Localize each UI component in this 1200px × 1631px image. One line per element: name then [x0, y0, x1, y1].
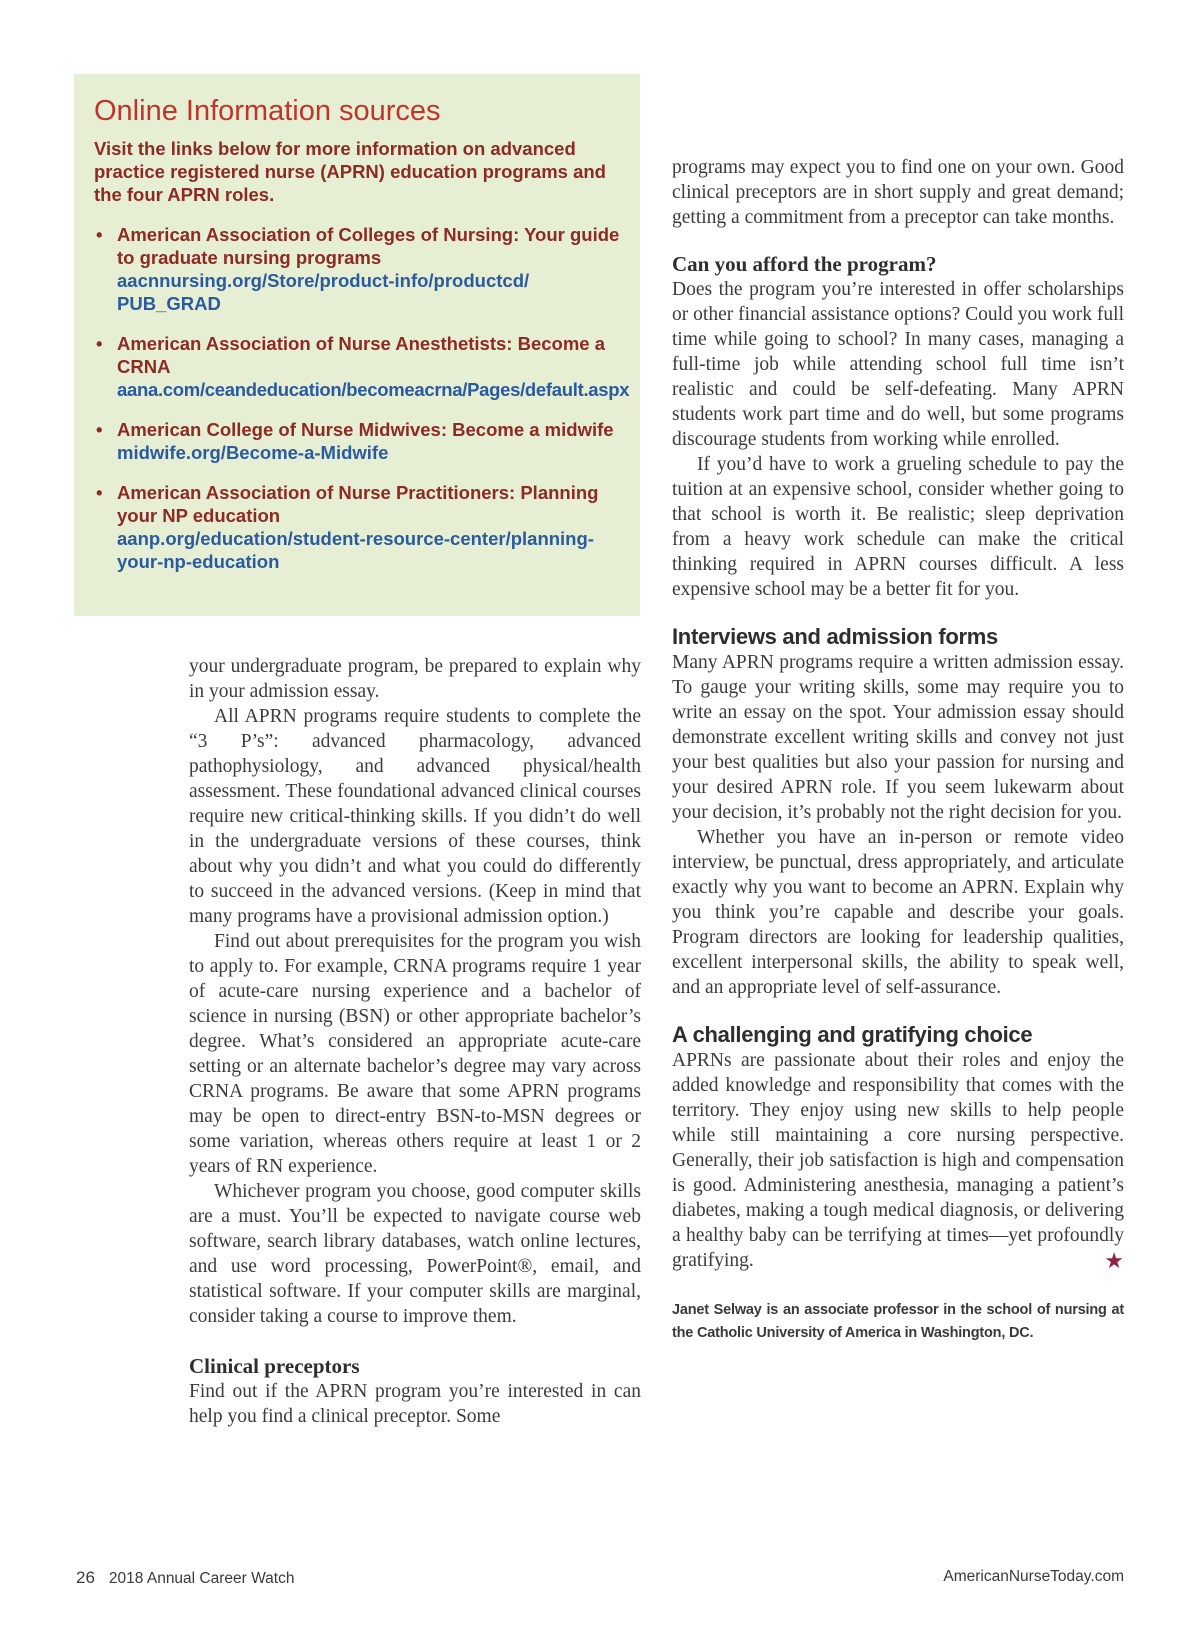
section-heading-choice: A challenging and gratifying choice — [672, 1022, 1033, 1047]
online-information-sidebar — [74, 74, 640, 616]
bullet-icon: • — [96, 224, 103, 245]
body-paragraph: Whether you have an in-person or remote video interview, be punctual, dress appropriately, and articulate exactly why you want to become an APRN. Explain why you think you’re capable and describe your goals. Program directors are looking for leadership qualities, excellent interpersonal skills, the ability to speak well, and an appropriate level of self-assurance. — [672, 827, 1124, 998]
publication-name: 2018 Annual Career Watch — [108, 1570, 295, 1587]
resource-list — [94, 223, 630, 573]
list-item — [94, 332, 630, 401]
body-paragraph: All APRN programs require students to complete the “3 P’s”: advanced pharmacology, advanced pathophysiology, and advanced physical/health assessment. These foundational advanced clinical courses require new critical-thinking skills. If you didn’t do well in the undergraduate versions of these courses, think about why you didn’t and what you could do differently to succeed in the advanced versions. (Keep in mind that many programs have a provisional admission option.) — [189, 706, 641, 927]
page-number: 26 — [76, 1568, 95, 1587]
resource-name: American Association of Nurse Practitioners: Planning your NP education — [117, 482, 599, 526]
body-paragraph: Many APRN programs require a written admission essay. To gauge your writing skills, some may require you to write an essay on the spot. Your admission essay should demonstrate excellent writing skills and convey not just your best qualities but also your passion for nursing and your desired APRN role. If you seem lukewarm about your decision, it’s probably not the right decision for you. — [672, 652, 1124, 823]
section-heading-interviews: Interviews and admission forms — [672, 624, 998, 649]
bullet-icon: • — [96, 333, 103, 354]
section-heading-clinical-preceptors: Clinical preceptors — [189, 1354, 360, 1378]
body-paragraph: your undergraduate program, be prepared to explain why in your admission essay. — [189, 656, 641, 702]
resource-name: American College of Nurse Midwives: Become a midwife — [117, 419, 614, 440]
resource-link[interactable]: aana.com/ceandeducation/becomeacrna/Pages/default.aspx — [117, 379, 630, 400]
sidebar-intro: Visit the links below for more information on advanced practice registered nurse (APRN) education programs and the four APRN roles. — [94, 138, 606, 205]
resource-link[interactable]: aacnnursing.org/Store/product-info/productcd/ PUB_GRAD — [117, 270, 530, 314]
sidebar-title: Online Information sources — [94, 95, 441, 127]
body-paragraph — [672, 1048, 1124, 1273]
bullet-icon: • — [96, 419, 103, 440]
body-paragraph: If you’d have to work a grueling schedule to pay the tuition at an expensive school, consider whether going to that school is worth it. Be realistic; sleep deprivation from a heavy work schedule can make the critical thinking required in APRN courses difficult. A less expensive school may be a better fit for you. — [672, 454, 1124, 600]
resource-name: American Association of Nurse Anesthetists: Become a CRNA — [117, 333, 605, 377]
bullet-icon: • — [96, 482, 103, 503]
section-heading-afford: Can you afford the program? — [672, 252, 937, 276]
footer-left — [76, 1568, 294, 1588]
author-bio: Janet Selway is an associate professor in the school of nursing at the Catholic University of America in Washington, DC. — [672, 1302, 1124, 1341]
right-article-column — [672, 155, 1124, 1345]
body-paragraph: programs may expect you to find one on your own. Good clinical preceptors are in short supply and great demand; getting a commitment from a preceptor can take months. — [672, 157, 1124, 228]
body-paragraph: Find out about prerequisites for the program you wish to apply to. For example, CRNA programs require 1 year of acute-care nursing experience and a bachelor of science in nursing (BSN) or other appropriate bachelor’s degree. What’s considered an appropriate acute-care setting or an alternate bachelor’s degree may vary across CRNA programs. Be aware that some APRN programs may be open to direct-entry BSN-to-MSN degrees or some variation, whereas others require at least 1 or 2 years of RN experience. — [189, 931, 641, 1177]
footer-website[interactable]: AmericanNurseToday.com — [943, 1568, 1124, 1585]
body-paragraph: Find out if the APRN program you’re interested in can help you find a clinical preceptor. Some — [189, 1381, 641, 1427]
list-item — [94, 418, 620, 464]
list-item — [94, 481, 620, 573]
star-icon: ★ — [1104, 1248, 1124, 1273]
closing-paragraph-text: APRNs are passionate about their roles and enjoy the added knowledge and responsibility that comes with the territory. They enjoy using new skills to help people while still maintaining a core nursing perspective. Generally, their job satisfaction is high and compensation is good. Administering anesthesia, managing a patient’s diabetes, making a tough medical diagnosis, or delivering a healthy baby can be terrifying at times—yet profoundly gratifying. — [672, 1050, 1124, 1271]
resource-name: American Association of Colleges of Nursing: Your guide to graduate nursing programs — [117, 224, 620, 268]
body-paragraph: Whichever program you choose, good computer skills are a must. You’ll be expected to navigate course web software, search library databases, watch online lectures, and use word processing, PowerPoint®, email, and statistical software. If your computer skills are marginal, consider taking a course to improve them. — [189, 1181, 641, 1327]
body-paragraph: Does the program you’re interested in offer scholarships or other financial assistance options? Could you work full time while going to school? In many cases, managing a full-time job while attending school full time isn’t realistic and could be self-defeating. Many APRN students work part time and do well, but some programs discourage students from working while enrolled. — [672, 279, 1124, 450]
resource-link[interactable]: midwife.org/Become-a-Midwife — [117, 442, 389, 463]
left-article-column — [189, 654, 641, 1429]
resource-link[interactable]: aanp.org/education/student-resource-center/planning-your-np-education — [117, 528, 594, 572]
list-item — [94, 223, 620, 315]
